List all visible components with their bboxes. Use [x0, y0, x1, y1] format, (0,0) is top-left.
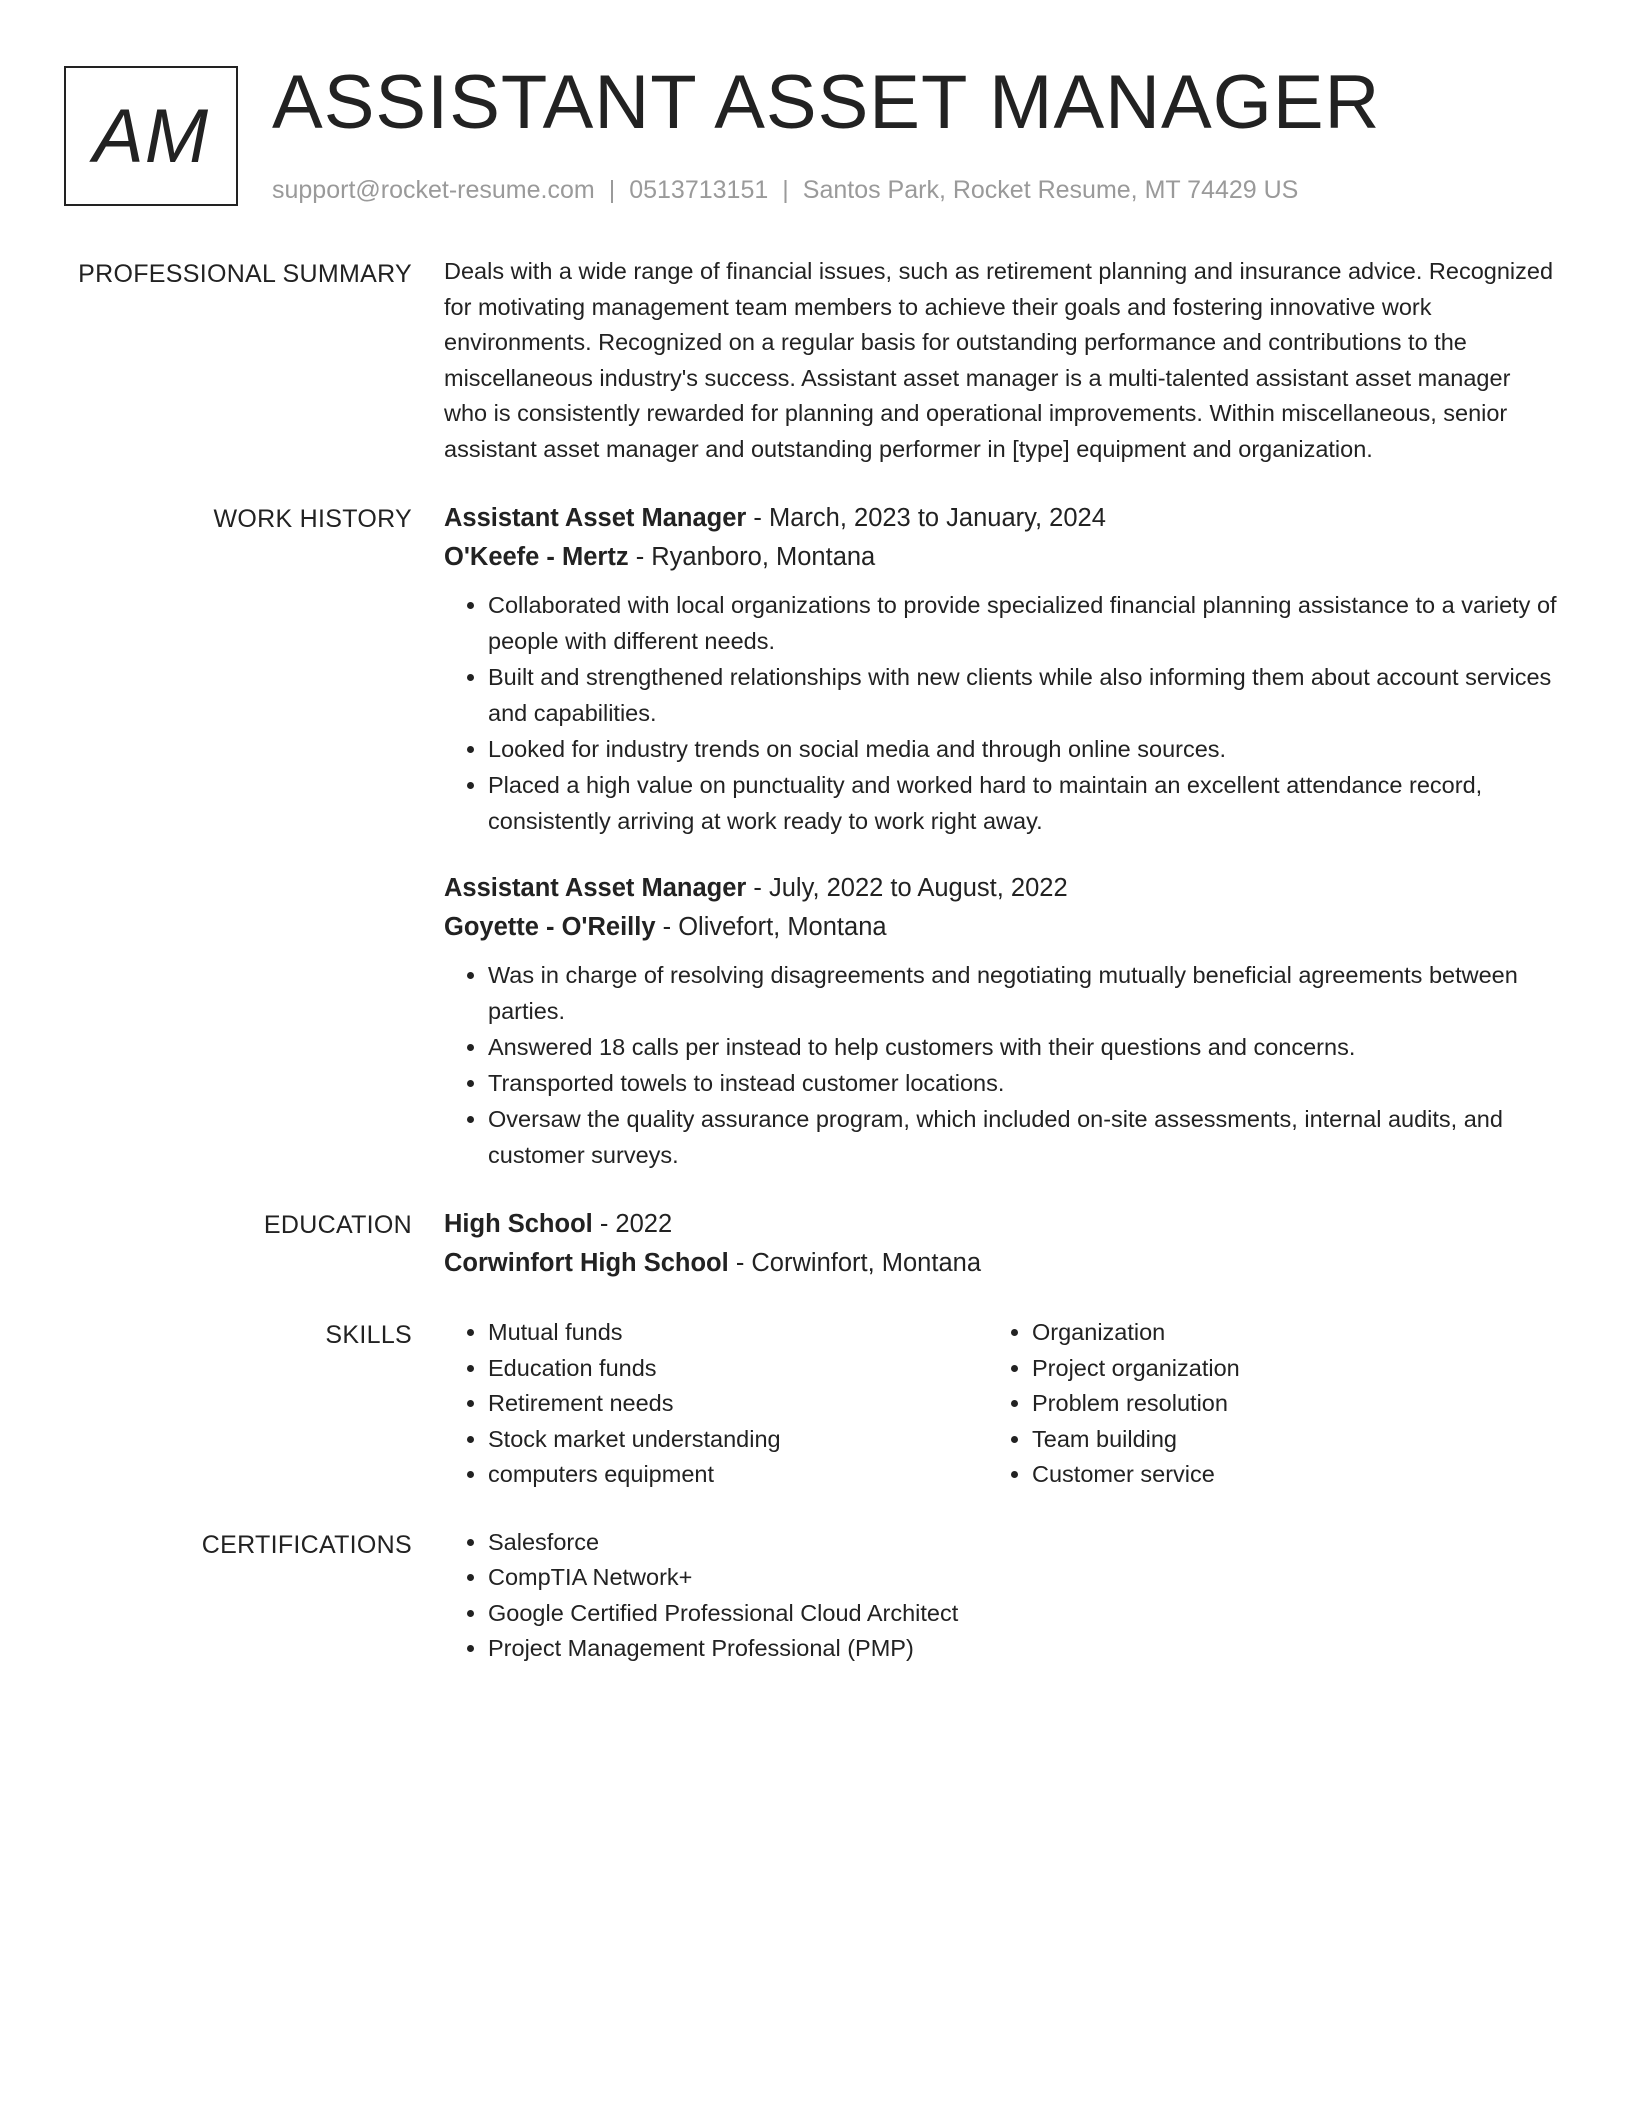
- education-school-line: [444, 1244, 1559, 1283]
- job-role-line: [444, 869, 1559, 908]
- skills-heading: SKILLS: [325, 1321, 412, 1349]
- education-degree: High School: [444, 1210, 593, 1238]
- skills-columns: [444, 1315, 1559, 1493]
- list-item: • Was in charge of resolving disagreements and negotiating mutually beneficial agreements between parties.: [488, 957, 1559, 1029]
- job-company: Goyette - O'Reilly: [444, 913, 656, 941]
- resume-body: [0, 254, 1632, 1699]
- summary-text: Deals with a wide range of financial issues, such as retirement planning and insurance advice. Recognized for motivating management team members to achieve their goals and fostering innovative work environments. Recognized on a regular basis for outstanding performance and contributions to the miscellaneous industry's success. Assistant asset manager is a multi-talented assistant asset manager who is consistently rewarded for planning and operational improvements. Within miscellaneous, senior assistant asset manager and outstanding performer in [type] equipment and organization.: [444, 258, 1554, 462]
- work-history-section: [0, 499, 1632, 1173]
- list-item: • Built and strengthened relationships with new clients while also informing them about account services and capabilities.: [488, 659, 1559, 731]
- job-location: - Ryanboro, Montana: [628, 543, 876, 571]
- job-bullets: [444, 957, 1559, 1173]
- list-item: • Project organization: [1032, 1351, 1532, 1387]
- list-item: • Team building: [1032, 1422, 1532, 1458]
- job-bullets: [444, 587, 1559, 839]
- list-item: • Stock market understanding: [488, 1422, 988, 1458]
- contact-separator: |: [782, 176, 789, 204]
- list-item: • Customer service: [1032, 1457, 1532, 1493]
- list-item: • Oversaw the quality assurance program, which included on-site assessments, internal audits, and customer surveys.: [488, 1101, 1559, 1173]
- education-school: Corwinfort High School: [444, 1249, 729, 1277]
- skills-list-right: [988, 1315, 1532, 1493]
- list-item: • Retirement needs: [488, 1386, 988, 1422]
- education-location: - Corwinfort, Montana: [728, 1249, 981, 1277]
- list-item: • Collaborated with local organizations to provide specialized financial planning assistance to a variety of people with different needs.: [488, 587, 1559, 659]
- education-heading: EDUCATION: [263, 1211, 412, 1239]
- list-item: • Salesforce: [488, 1525, 1559, 1561]
- job-entry: [444, 869, 1559, 1173]
- job-company: O'Keefe - Mertz: [444, 543, 629, 571]
- job-company-line: [444, 538, 1559, 577]
- job-role: Assistant Asset Manager: [444, 874, 747, 902]
- monogram-initials: AM: [93, 93, 209, 179]
- list-item: • Answered 18 calls per instead to help customers with their questions and concerns.: [488, 1029, 1559, 1065]
- list-item: • Problem resolution: [1032, 1386, 1532, 1422]
- list-item: • Organization: [1032, 1315, 1532, 1351]
- job-company-line: [444, 908, 1559, 947]
- certifications-heading: CERTIFICATIONS: [201, 1530, 412, 1559]
- list-item: • Mutual funds: [488, 1315, 988, 1351]
- list-item: • CompTIA Network+: [488, 1560, 1559, 1596]
- list-item: • Looked for industry trends on social media and through online sources.: [488, 731, 1559, 767]
- list-item: • Placed a high value on punctuality and worked hard to maintain an excellent attendance record, consistently arriving at work ready to work right away.: [488, 767, 1559, 839]
- job-dates: - July, 2022 to August, 2022: [746, 874, 1068, 902]
- monogram-box: [64, 66, 238, 206]
- contact-phone: 0513713151: [629, 176, 769, 204]
- education-degree-line: [444, 1205, 1559, 1244]
- certifications-list: [444, 1525, 1559, 1667]
- skills-section: [0, 1315, 1632, 1493]
- list-item: • Education funds: [488, 1351, 988, 1387]
- list-item: • Project Management Professional (PMP): [488, 1631, 1559, 1667]
- list-item: • computers equipment: [488, 1457, 988, 1493]
- contact-separator: |: [608, 176, 616, 204]
- job-dates: - March, 2023 to January, 2024: [746, 504, 1106, 532]
- contact-address: Santos Park, Rocket Resume, MT 74429 US: [802, 176, 1299, 204]
- summary-heading: PROFESSIONAL SUMMARY: [78, 260, 412, 288]
- list-item: • Google Certified Professional Cloud Architect: [488, 1596, 1559, 1632]
- work-history-heading: WORK HISTORY: [213, 505, 412, 533]
- contact-line: [272, 172, 1298, 208]
- skills-list-left: [444, 1315, 988, 1493]
- summary-section: [0, 254, 1632, 467]
- resume-title: ASSISTANT ASSET MANAGER: [272, 60, 1381, 145]
- job-role: Assistant Asset Manager: [444, 504, 747, 532]
- contact-email: support@rocket-resume.com: [272, 176, 595, 204]
- certifications-section: [0, 1525, 1632, 1667]
- education-section: [0, 1205, 1632, 1283]
- job-entry: [444, 499, 1559, 839]
- job-role-line: [444, 499, 1559, 538]
- job-location: - Olivefort, Montana: [655, 913, 887, 941]
- list-item: • Transported towels to instead customer locations.: [488, 1065, 1559, 1101]
- education-year: - 2022: [592, 1210, 673, 1238]
